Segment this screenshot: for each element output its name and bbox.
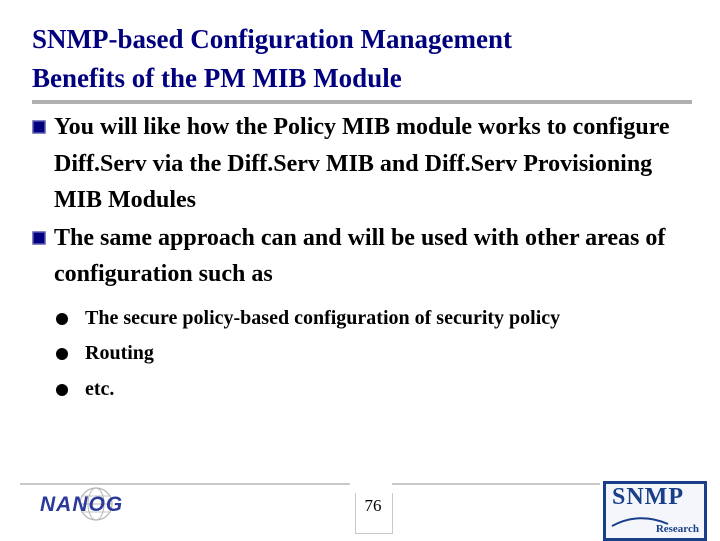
slide-title-line-1: SNMP-based Configuration Management — [32, 24, 512, 54]
footer-divider-right — [392, 483, 600, 485]
nanog-logo-text: NANOG — [40, 493, 124, 516]
dot-bullet-icon — [56, 313, 68, 325]
dot-bullet-icon — [56, 384, 68, 396]
bullet-item — [32, 109, 702, 219]
snmp-research-logo — [603, 481, 707, 541]
snmp-logo-subtitle: Research — [655, 523, 699, 535]
sub-bullet-item — [32, 336, 702, 372]
diamond-bullet-icon — [32, 120, 46, 134]
slide-title-line-2: Benefits of the PM MIB Module — [32, 63, 402, 93]
snmp-logo-title: SNMP — [612, 484, 684, 510]
bullet-item — [32, 220, 702, 293]
slide-title — [32, 20, 692, 98]
page-number: 76 — [364, 496, 382, 515]
bullet-text: The same approach can and will be used with other areas of configuration such as — [54, 224, 666, 287]
sub-bullet-item — [32, 301, 702, 337]
nanog-logo — [40, 484, 150, 524]
sub-bullet-text: Routing — [85, 342, 154, 364]
sub-bullet-text: The secure policy-based configuration of security policy — [85, 306, 561, 329]
diamond-bullet-icon — [32, 231, 46, 245]
sub-bullet-list — [32, 301, 702, 408]
sub-bullet-item — [32, 372, 702, 408]
bullet-list — [32, 109, 702, 407]
title-divider — [32, 100, 692, 104]
bullet-text: You will like how the Policy MIB module works to configure Diff.Serv via the Diff.Serv MIB and Diff.Serv Provisioning MIB Modules — [54, 114, 670, 213]
dot-bullet-icon — [56, 348, 68, 360]
sub-bullet-text: etc. — [85, 377, 115, 400]
